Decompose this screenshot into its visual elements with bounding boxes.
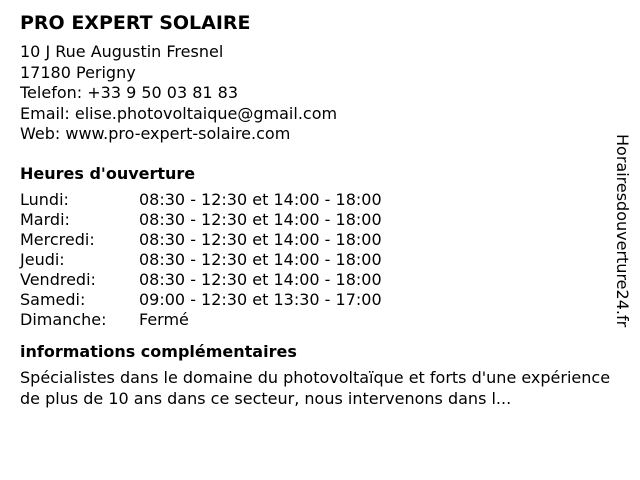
opening-hours-table bbox=[20, 190, 616, 331]
hours-day: Mardi: bbox=[20, 209, 70, 229]
hours-day: Dimanche: bbox=[20, 310, 107, 330]
hours-day: Lundi: bbox=[20, 189, 69, 209]
hours-row-monday bbox=[20, 190, 616, 210]
phone-line: Telefon: +33 9 50 03 81 83 bbox=[20, 83, 239, 102]
hours-day: Vendredi: bbox=[20, 269, 96, 289]
hours-day: Mercredi: bbox=[20, 229, 95, 249]
address-street: 10 J Rue Augustin Fresnel bbox=[20, 42, 224, 61]
hours-row-saturday bbox=[20, 290, 616, 310]
hours-time: 08:30 - 12:30 et 14:00 - 18:00 bbox=[139, 269, 382, 289]
hours-time: Fermé bbox=[139, 310, 189, 330]
hours-time: 08:30 - 12:30 et 14:00 - 18:00 bbox=[139, 249, 382, 269]
hours-day: Samedi: bbox=[20, 289, 86, 309]
hours-time: 09:00 - 12:30 et 13:30 - 17:00 bbox=[139, 289, 382, 309]
hours-row-thursday bbox=[20, 250, 616, 270]
web-line: Web: www.pro-expert-solaire.com bbox=[20, 124, 291, 143]
additional-info-title: informations complémentaires bbox=[20, 342, 297, 362]
email-line: Email: elise.photovoltaique@gmail.com bbox=[20, 103, 338, 123]
hours-row-sunday bbox=[20, 310, 616, 330]
address-city: 17180 Perigny bbox=[20, 62, 136, 82]
hours-time: 08:30 - 12:30 et 14:00 - 18:00 bbox=[139, 209, 382, 229]
hours-day: Jeudi: bbox=[20, 249, 65, 269]
hours-row-friday bbox=[20, 270, 616, 290]
site-watermark-label: Horairesdouverture24.fr bbox=[613, 134, 632, 328]
hours-time: 08:30 - 12:30 et 14:00 - 18:00 bbox=[139, 229, 382, 249]
additional-info-text: Spécialistes dans le domaine du photovoltaïque et forts d'une expérience de plus de 10 ans dans ce secteur, nous intervenons dans l... bbox=[20, 368, 611, 408]
hours-time: 08:30 - 12:30 et 14:00 - 18:00 bbox=[139, 189, 382, 209]
opening-hours-title: Heures d'ouverture bbox=[20, 163, 196, 183]
business-card bbox=[20, 10, 616, 409]
hours-row-wednesday bbox=[20, 230, 616, 250]
business-name: PRO EXPERT SOLAIRE bbox=[20, 12, 251, 34]
hours-row-tuesday bbox=[20, 210, 616, 230]
